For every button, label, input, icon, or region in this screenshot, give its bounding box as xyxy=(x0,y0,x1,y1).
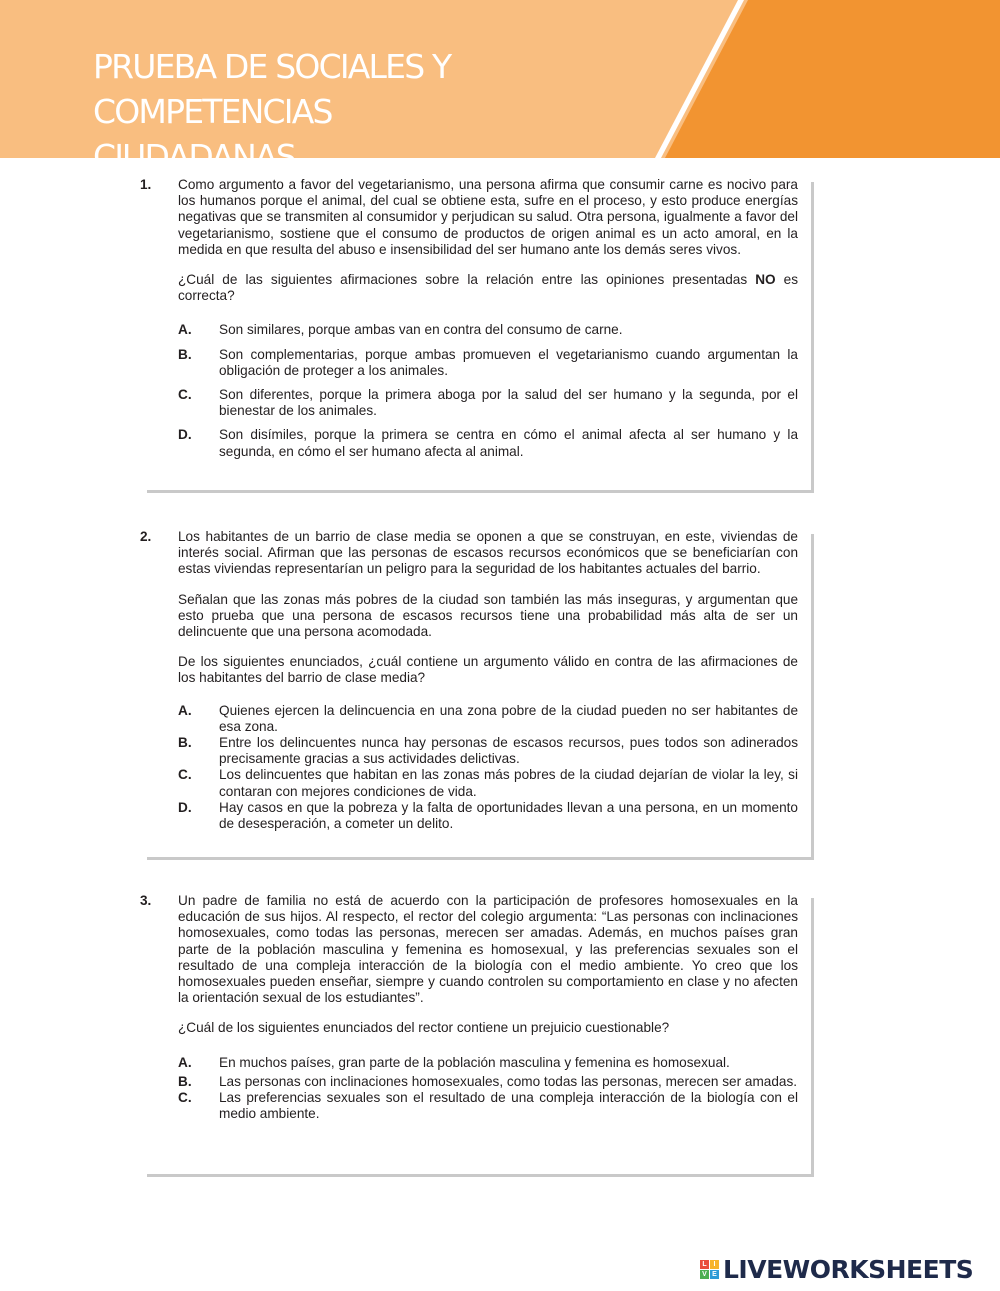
option-text: Son diferentes, porque la primera aboga por la salud del ser humano y la segunda, por el bienestar de los animales. xyxy=(219,387,798,419)
option-a[interactable] xyxy=(178,1055,798,1071)
option-d[interactable] xyxy=(178,800,798,832)
option-text: Quienes ejercen la delincuencia en una zona pobre de la ciudad pueden no ser habitantes de esa zona. xyxy=(219,702,798,734)
option-letter: C. xyxy=(178,1090,192,1106)
logo-square: V xyxy=(700,1270,709,1279)
option-text: Hay casos en que la pobreza y la falta de oportunidades llevan a una persona, en un momento de desesperación, a cometer un delito. xyxy=(219,799,798,832)
option-letter: D. xyxy=(178,799,192,815)
option-text: Los delincuentes que habitan en las zonas más pobres de la ciudad dejarían de violar la ley, si contaran con mejores condiciones de vida. xyxy=(219,767,798,799)
option-a[interactable] xyxy=(178,703,798,735)
page-title xyxy=(93,44,693,179)
option-letter: A. xyxy=(178,702,192,718)
option-c[interactable] xyxy=(178,767,798,799)
logo-text: LIVEWORKSHEETS xyxy=(723,1254,974,1284)
option-c[interactable] xyxy=(178,1090,798,1122)
question-2 xyxy=(140,529,812,832)
question-number: 2. xyxy=(140,529,152,544)
logo-square: I xyxy=(710,1260,719,1269)
logo-square: L xyxy=(700,1260,709,1269)
option-text: Son similares, porque ambas van en contra del consumo de carne. xyxy=(219,322,623,338)
question-prompt: De los siguientes enunciados, ¿cuál contiene un argumento válido en contra de las afirmaciones de los habitantes del barrio de clase media? xyxy=(178,654,798,686)
option-letter: B. xyxy=(178,1073,192,1089)
question-number: 1. xyxy=(140,177,152,192)
option-text: Las preferencias sexuales son el resultado de una compleja interacción de la biología con el medio ambiente. xyxy=(219,1090,798,1122)
option-letter: A. xyxy=(178,1054,192,1070)
liveworksheets-logo[interactable] xyxy=(700,1255,973,1283)
option-d[interactable] xyxy=(178,427,798,459)
question-stem: Los habitantes de un barrio de clase media se oponen a que se construyan, en este, viviendas de interés social. Afirman que las personas de escasos recursos económicos que se beneficiarían con estas viviendas representarían un peligro para la seguridad de los habitantes actuales del barrio. xyxy=(178,529,798,577)
option-b[interactable] xyxy=(178,735,798,767)
logo-squares-icon xyxy=(700,1260,719,1279)
option-c[interactable] xyxy=(178,387,798,419)
option-a[interactable] xyxy=(178,322,798,338)
options-list xyxy=(178,322,798,459)
options-list xyxy=(178,703,798,833)
question-stem: Un padre de familia no está de acuerdo con la participación de profesores homosexuales en la educación de sus hijos. Al respecto, el rector del colegio argumenta: “Las personas con inclinaciones homosexuales, como todas las personas, merecen ser amadas. Además, en muchos países gran parte de la población masculina y femenina es homosexual, y las preferencias sexuales son el resultado de una compleja interacción de la biología con el medio ambiente. Yo creo que los homosexuales pueden enseñar, siempre y cuando controlen su comportamiento en clase y no afecten la orientación sexual de los estudiantes”. xyxy=(178,893,798,1006)
options-list xyxy=(178,1055,798,1123)
question-prompt: ¿Cuál de los siguientes enunciados del rector contiene un prejuicio cuestionable? xyxy=(178,1020,670,1036)
option-letter: A. xyxy=(178,322,192,338)
emphasis-no: NO xyxy=(755,272,776,288)
option-letter: C. xyxy=(178,767,192,783)
question-stem: Señalan que las zonas más pobres de la ciudad son también las más inseguras, y argumentan que esto prueba que una persona de escasos recursos tiene una probabilidad más alta de ser un delincuente que una persona acomodada. xyxy=(178,591,798,640)
page-title-line1: PRUEBA DE SOCIALES Y COMPETENCIAS xyxy=(93,47,451,131)
option-letter: D. xyxy=(178,427,192,443)
option-letter: B. xyxy=(178,735,192,751)
logo-square: E xyxy=(710,1270,719,1279)
option-text: Son disímiles, porque la primera se centra en cómo el animal afecta al ser humano y la segunda, en cómo el ser humano afecta al animal. xyxy=(219,427,798,459)
option-b[interactable] xyxy=(178,347,798,379)
question-prompt: ¿Cuál de las siguientes afirmaciones sobre la relación entre las opiniones presentadas NO es correcta? xyxy=(178,272,799,304)
option-text: Son complementarias, porque ambas promueven el vegetarianismo cuando argumentan la obligación de proteger a los animales. xyxy=(219,346,798,378)
question-3 xyxy=(140,893,812,1122)
option-letter: B. xyxy=(178,346,192,362)
option-b[interactable] xyxy=(178,1074,798,1090)
question-number: 3. xyxy=(140,893,152,908)
question-1 xyxy=(140,177,812,460)
header-banner xyxy=(0,0,1000,176)
option-text: Entre los delincuentes nunca hay personas de escasos recursos, pues todos son adinerados precisamente gracias a sus actividades delictivas. xyxy=(219,735,798,767)
option-letter: C. xyxy=(178,387,192,403)
page-title-line2: CIUDADANAS xyxy=(93,137,295,176)
option-text: Las personas con inclinaciones homosexuales, como todas las personas, merecen ser amadas. xyxy=(219,1073,798,1089)
option-text: En muchos países, gran parte de la población masculina y femenina es homosexual. xyxy=(219,1054,730,1070)
question-stem: Como argumento a favor del vegetarianismo, una persona afirma que consumir carne es nocivo para los humanos porque el animal, del cual se obtiene esta, sufre en el proceso, y esto produce energías negativas que se transmiten al consumidor y perjudican su salud. Otra persona, igualmente a favor del vegetarianismo, sostiene que el consumo de productos de origen animal es un acto amoral, en la medida en que resulta del abuso e insensibilidad del ser humano ante los demás seres vivos. xyxy=(178,177,798,257)
